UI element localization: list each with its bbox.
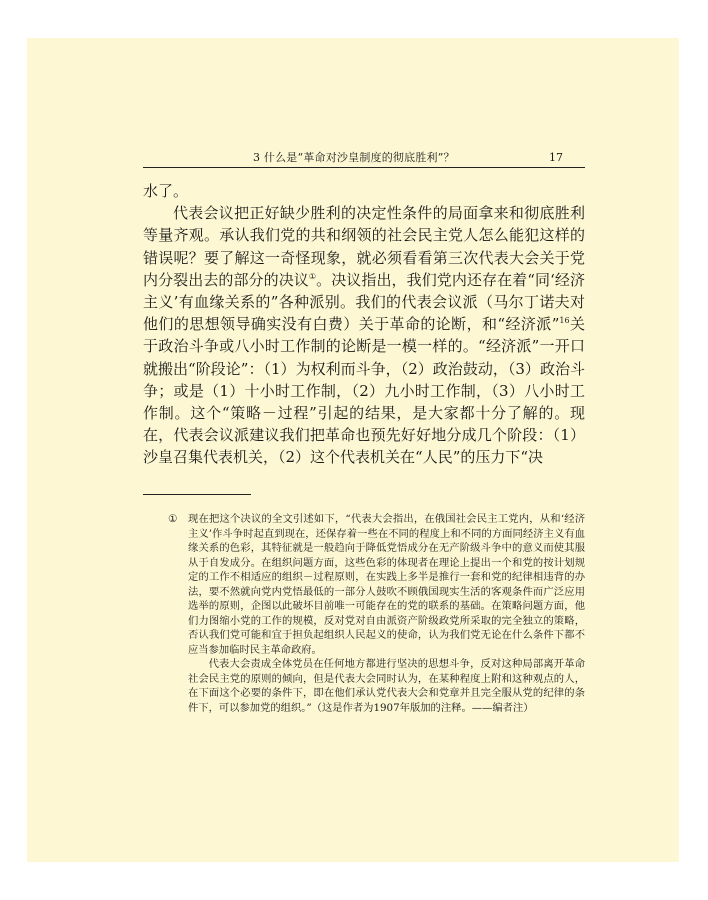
footnote-reference: ① [308,271,317,281]
endnote-reference: 16 [559,316,570,326]
footnote-paragraph-1 [168,512,585,657]
footnote-mark: ① [168,513,178,525]
chapter-title: 3 什么是“革命对沙皇制度的彻底胜利”？ [253,151,455,164]
paragraph-continuation: 水了。 [143,182,189,200]
running-header [143,147,585,168]
footnote [168,512,585,715]
page-number: 17 [549,151,563,164]
paragraph-text-part-3: 关于政治斗争或八小时工作制的论断是一模一样的。“经济派”一开口就搬出“阶段论”：（1）为权利而斗争，（2）政治鼓动，（3）政治斗争；或是（1）十小时工作制，（2）九小时工作制，（3）八小时工作制。这个“策略－过程”引起的结果，是大家都十分了解的。现在，代表会议派建议我们把革命也预先好好地分成几个阶段：（1）沙皇召集代表机关，（2）这个代表机关在“人民”的压力下“决 [143,315,585,467]
paragraph-main [143,202,585,468]
footnote-paragraph-2: 代表大会责成全体党员在任何地方都进行坚决的思想斗争，反对这种局部离开革命社会民主党的原则的倾向，但是代表大会同时认为，在某种程度上附和这种观点的人，在下面这个必要的条件下，即在他们承认党代表大会和党章并且完全服从党的纪律的条件下，可以参加党的组织。”（这是作者为1907年版加的注释。——编者注） [188,658,585,714]
main-text [143,180,585,469]
footnote-divider [143,494,251,495]
paragraph-text-part-2: 。决议指出，我们党内还存在着“同‘经济主义’有血缘关系的”各种派别。我们的代表会议派（马尔丁诺夫对他们的思想领导确实没有白费）关于革命的论断，和“经济派” [143,270,585,334]
footnote-text-1: 现在把这个决议的全文引述如下，“代表大会指出，在俄国社会民主工党内，从和‘经济主义’作斗争时起直到现在，还保存着一些在不同的程度上和不同的方面同经济主义有血缘关系的色彩，其特征就是一般趋向于降低党悟成分在无产阶级斗争中的意义而使其服从于自发成分。在组织问题方面，这些色彩的体现者在理论上提出一个和党的按计划规定的工作不相适应的组织－过程原则，在实践上多半是推行一套和党的纪律相违背的办法，要不然就向党内党悟最低的一部分人鼓吹不顾俄国现实生活的客观条件而广泛应用选举的原则，企图以此破坏目前唯一可能存在的党的联系的基础。在策略问题方面，他们力图缩小党的工作的规模，反对党对自由派资产阶级政党所采取的完全独立的策略，否认我们党可能和宜于担负起组织人民起义的使命，认为我们党无论在什么条件下都不应当参加临时民主革命政府。 [188,513,585,656]
paragraph-text-part-1: 代表会议把正好缺少胜利的决定性条件的局面拿来和彻底胜利等量齐观。承认我们党的共和纲领的社会民主党人怎么能犯这样的错误呢？要了解这一奇怪现象，就必须看看第三次代表大会关于党内分裂出去的部分的决议 [143,204,585,289]
